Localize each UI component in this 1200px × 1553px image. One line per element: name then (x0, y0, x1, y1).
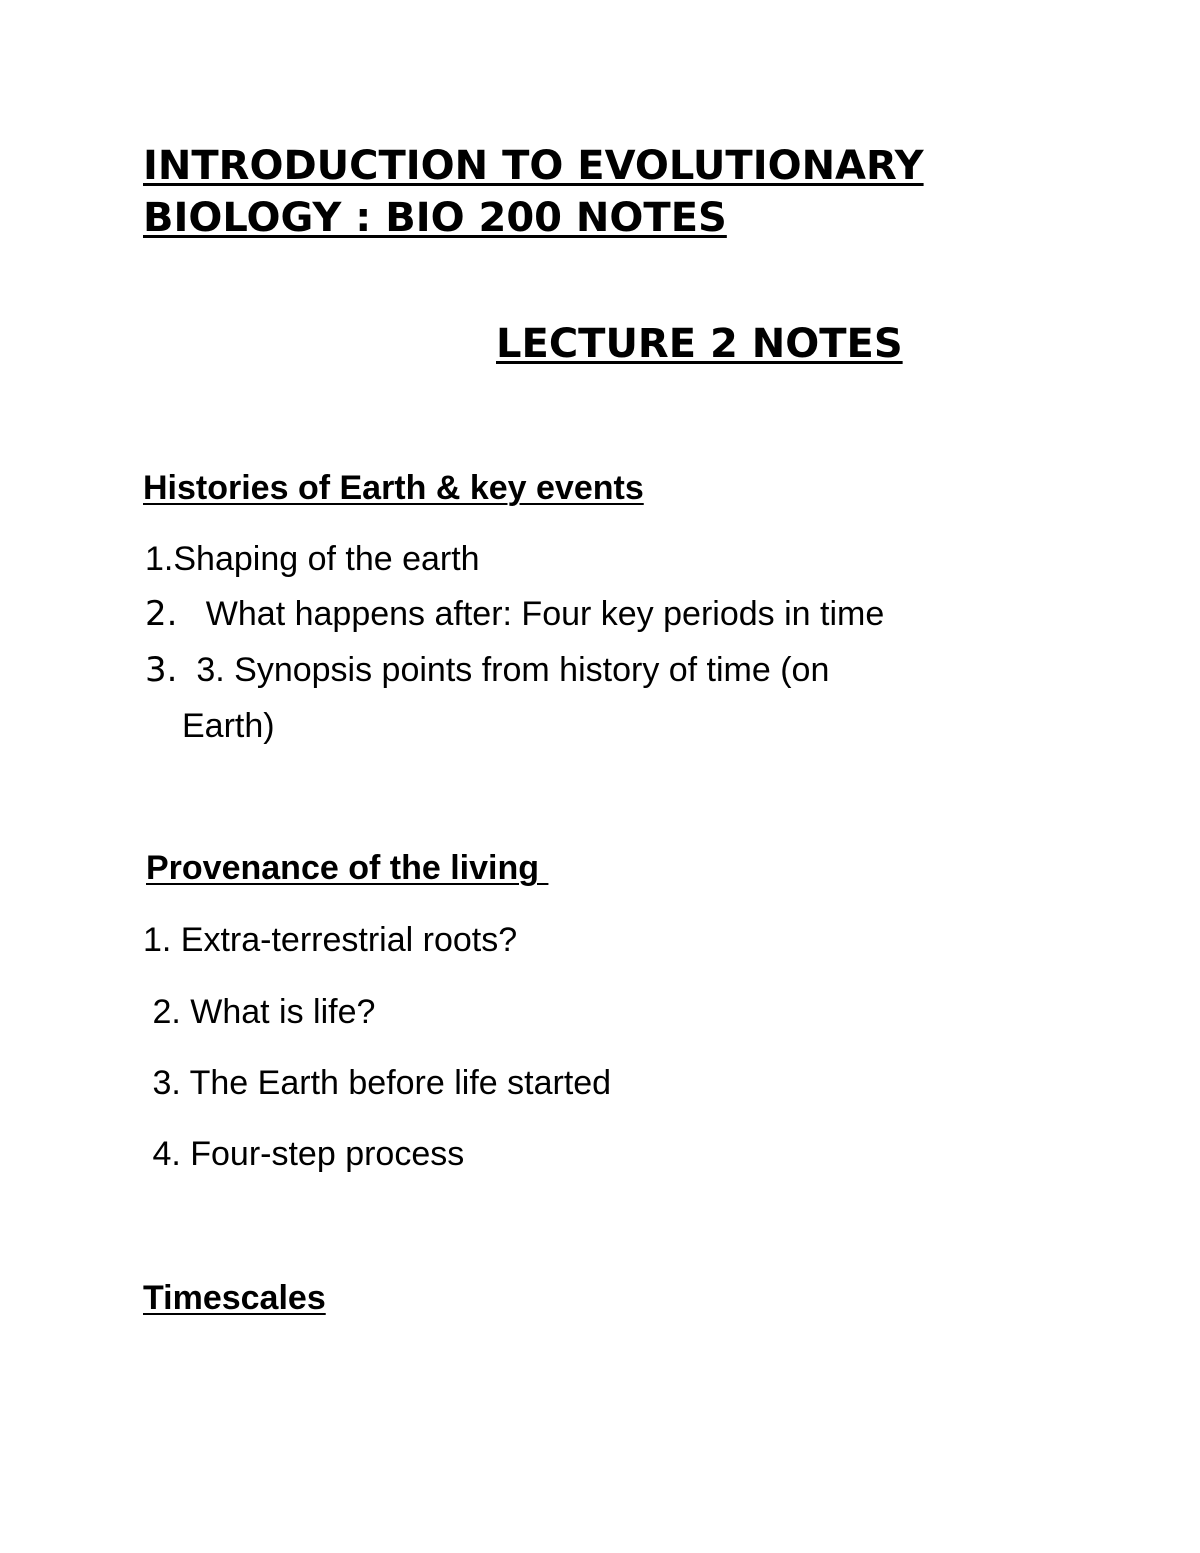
title-line-2: BIOLOGY : BIO 200 NOTES (143, 195, 727, 241)
list-item (145, 648, 829, 692)
list-item-text: 3. Synopsis points from history of time (on (177, 651, 830, 689)
list-item: 4. Four-step process (143, 1135, 465, 1173)
list-marker: 2. (145, 594, 178, 634)
document-title (143, 140, 1043, 244)
list-item (145, 537, 480, 581)
title-line-1: INTRODUCTION TO EVOLUTIONARY (143, 143, 924, 189)
lecture-heading: LECTURE 2 NOTES (496, 321, 903, 367)
list-marker: 3. (145, 650, 178, 690)
list-item: 1. Extra-terrestrial roots? (143, 921, 518, 959)
list-marker: 1. (145, 540, 174, 578)
list-item: 3. The Earth before life started (143, 1064, 612, 1102)
list-item-text: Shaping of the earth (173, 540, 480, 578)
list-item (145, 592, 884, 636)
section-heading-histories: Histories of Earth & key events (143, 469, 644, 507)
list-item-continuation: Earth) (182, 707, 275, 745)
list-item-text: What happens after: Four key periods in time (177, 595, 885, 633)
section-heading-timescales: Timescales (143, 1279, 326, 1317)
section-heading-provenance: Provenance of the living (146, 849, 549, 887)
list-item: 2. What is life? (143, 993, 376, 1031)
